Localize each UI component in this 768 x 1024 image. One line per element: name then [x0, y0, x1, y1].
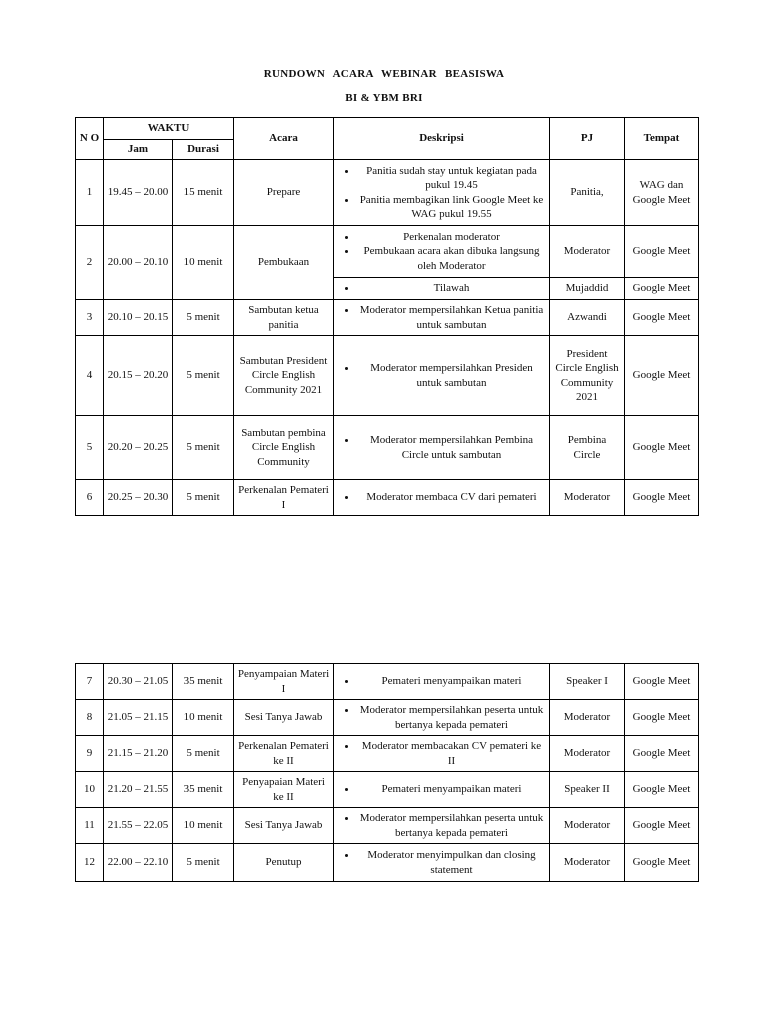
time-cell: 19.45 – 20.00 — [104, 160, 173, 226]
event-cell: Perkenalan Pemateri I — [234, 480, 334, 516]
description-item: • Moderator menyimpulkan dan closing statement — [357, 848, 546, 877]
table-row — [76, 226, 699, 278]
rundown-table-page-1 — [75, 117, 699, 516]
time-cell: 20.25 – 20.30 — [104, 480, 173, 516]
description-item: • Tilawah — [357, 281, 546, 295]
description-cell — [334, 336, 550, 416]
header-jam: Jam — [104, 140, 173, 160]
description-cell — [334, 416, 550, 480]
event-cell: Sambutan pembina Circle English Community — [234, 416, 334, 480]
venue-cell: Google Meet — [625, 736, 699, 772]
row-number: 5 — [76, 416, 104, 480]
row-number: 1 — [76, 160, 104, 226]
venue-cell: Google Meet — [625, 278, 699, 300]
description-item: • Moderator mempersilahkan peserta untuk bertanya kepada pemateri — [357, 703, 546, 732]
pic-cell: Moderator — [550, 700, 625, 736]
row-number: 7 — [76, 664, 104, 700]
description-cell — [334, 700, 550, 736]
venue-cell: Google Meet — [625, 772, 699, 808]
pic-cell: Panitia, — [550, 160, 625, 226]
pic-cell: Mujaddid — [550, 278, 625, 300]
pic-cell: Moderator — [550, 808, 625, 844]
table-row — [76, 480, 699, 516]
event-cell: Perkenalan Pemateri ke II — [234, 736, 334, 772]
row-number: 6 — [76, 480, 104, 516]
description-cell — [334, 226, 550, 278]
table-row — [76, 736, 699, 772]
document-title: RUNDOWN ACARA WEBINAR BEASISWA — [263, 68, 505, 80]
event-cell: Pembukaan — [234, 226, 334, 300]
event-cell: Penutup — [234, 844, 334, 882]
duration-cell: 15 menit — [173, 160, 234, 226]
duration-cell: 10 menit — [173, 808, 234, 844]
venue-cell: WAG dan Google Meet — [625, 160, 699, 226]
description-list — [337, 811, 546, 840]
description-cell — [334, 300, 550, 336]
header-tempat: Tempat — [625, 118, 699, 160]
time-cell: 20.30 – 21.05 — [104, 664, 173, 700]
table-row — [76, 336, 699, 416]
event-cell: Prepare — [234, 160, 334, 226]
description-item: • Pemateri menyampaikan materi — [357, 674, 546, 688]
table-row — [76, 300, 699, 336]
pic-cell: Moderator — [550, 844, 625, 882]
duration-cell: 5 menit — [173, 480, 234, 516]
table-row — [76, 808, 699, 844]
row-number: 8 — [76, 700, 104, 736]
event-cell: Penyampaian Materi I — [234, 664, 334, 700]
row-number: 3 — [76, 300, 104, 336]
header-no: N O — [76, 118, 104, 160]
description-list — [337, 490, 546, 504]
venue-cell: Google Meet — [625, 808, 699, 844]
description-list — [337, 230, 546, 273]
venue-cell: Google Meet — [625, 416, 699, 480]
row-number: 11 — [76, 808, 104, 844]
time-cell: 21.20 – 21.55 — [104, 772, 173, 808]
description-cell — [334, 772, 550, 808]
venue-cell: Google Meet — [625, 480, 699, 516]
time-cell: 20.00 – 20.10 — [104, 226, 173, 300]
table-row — [76, 700, 699, 736]
description-item: • Moderator membaca CV dari pemateri — [357, 490, 546, 504]
duration-cell: 5 menit — [173, 336, 234, 416]
description-item: • Moderator mempersilahkan Pembina Circle untuk sambutan — [357, 433, 546, 462]
event-cell: Sesi Tanya Jawab — [234, 700, 334, 736]
time-cell: 21.05 – 21.15 — [104, 700, 173, 736]
description-list — [337, 164, 546, 221]
description-item: • Moderator mempersilahkan Presiden untuk sambutan — [357, 361, 546, 390]
table-row — [76, 160, 699, 226]
description-cell — [334, 480, 550, 516]
description-list — [337, 674, 546, 688]
description-item: • Panitia membagikan link Google Meet ke WAG pukul 19.55 — [357, 193, 546, 222]
header-pj: PJ — [550, 118, 625, 160]
time-cell: 21.55 – 22.05 — [104, 808, 173, 844]
time-cell: 20.15 – 20.20 — [104, 336, 173, 416]
description-cell — [334, 844, 550, 882]
description-item: • Moderator membacakan CV pemateri ke II — [357, 739, 546, 768]
description-list — [337, 739, 546, 768]
event-cell: Sambutan President Circle English Community 2021 — [234, 336, 334, 416]
duration-cell: 10 menit — [173, 700, 234, 736]
time-cell: 20.10 – 20.15 — [104, 300, 173, 336]
row-number: 9 — [76, 736, 104, 772]
row-number: 10 — [76, 772, 104, 808]
table-row — [76, 772, 699, 808]
venue-cell: Google Meet — [625, 844, 699, 882]
venue-cell: Google Meet — [625, 664, 699, 700]
header-waktu: WAKTU — [104, 118, 234, 140]
time-cell: 22.00 – 22.10 — [104, 844, 173, 882]
event-cell: Sambutan ketua panitia — [234, 300, 334, 336]
time-cell: 21.15 – 21.20 — [104, 736, 173, 772]
description-list — [337, 433, 546, 462]
description-cell — [334, 808, 550, 844]
description-list — [337, 281, 546, 295]
description-list — [337, 782, 546, 796]
table-row — [76, 416, 699, 480]
description-item: • Pembukaan acara akan dibuka langsung oleh Moderator — [357, 244, 546, 273]
row-number: 12 — [76, 844, 104, 882]
pic-cell: Moderator — [550, 226, 625, 278]
description-item: • Moderator mempersilahkan peserta untuk bertanya kepada pemateri — [357, 811, 546, 840]
duration-cell: 35 menit — [173, 664, 234, 700]
description-item: • Pemateri menyampaikan materi — [357, 782, 546, 796]
duration-cell: 5 menit — [173, 736, 234, 772]
event-cell: Penyapaian Materi ke II — [234, 772, 334, 808]
pic-cell: Pembina Circle — [550, 416, 625, 480]
duration-cell: 5 menit — [173, 844, 234, 882]
venue-cell: Google Meet — [625, 700, 699, 736]
pic-cell: Azwandi — [550, 300, 625, 336]
description-cell — [334, 664, 550, 700]
header-deskripsi: Deskripsi — [334, 118, 550, 160]
duration-cell: 5 menit — [173, 416, 234, 480]
description-list — [337, 703, 546, 732]
table-row — [76, 664, 699, 700]
pic-cell: President Circle English Community 2021 — [550, 336, 625, 416]
description-list — [337, 848, 546, 877]
time-cell: 20.20 – 20.25 — [104, 416, 173, 480]
description-cell — [334, 160, 550, 226]
pic-cell: Speaker I — [550, 664, 625, 700]
rundown-table-page-2 — [75, 663, 699, 882]
venue-cell: Google Meet — [625, 300, 699, 336]
description-cell — [334, 278, 550, 300]
pic-cell: Moderator — [550, 480, 625, 516]
row-number: 2 — [76, 226, 104, 300]
table-row — [76, 844, 699, 882]
header-acara: Acara — [234, 118, 334, 160]
description-item: • Moderator mempersilahkan Ketua panitia untuk sambutan — [357, 303, 546, 332]
row-number: 4 — [76, 336, 104, 416]
description-item: • Panitia sudah stay untuk kegiatan pada pukul 19.45 — [357, 164, 546, 193]
pic-cell: Speaker II — [550, 772, 625, 808]
document-subtitle: BI & YBM BRI — [345, 92, 423, 104]
description-list — [337, 303, 546, 332]
duration-cell: 10 menit — [173, 226, 234, 300]
description-cell — [334, 736, 550, 772]
description-list — [337, 361, 546, 390]
pic-cell: Moderator — [550, 736, 625, 772]
duration-cell: 35 menit — [173, 772, 234, 808]
venue-cell: Google Meet — [625, 226, 699, 278]
description-item: • Perkenalan moderator — [357, 230, 546, 244]
header-durasi: Durasi — [173, 140, 234, 160]
event-cell: Sesi Tanya Jawab — [234, 808, 334, 844]
venue-cell: Google Meet — [625, 336, 699, 416]
duration-cell: 5 menit — [173, 300, 234, 336]
